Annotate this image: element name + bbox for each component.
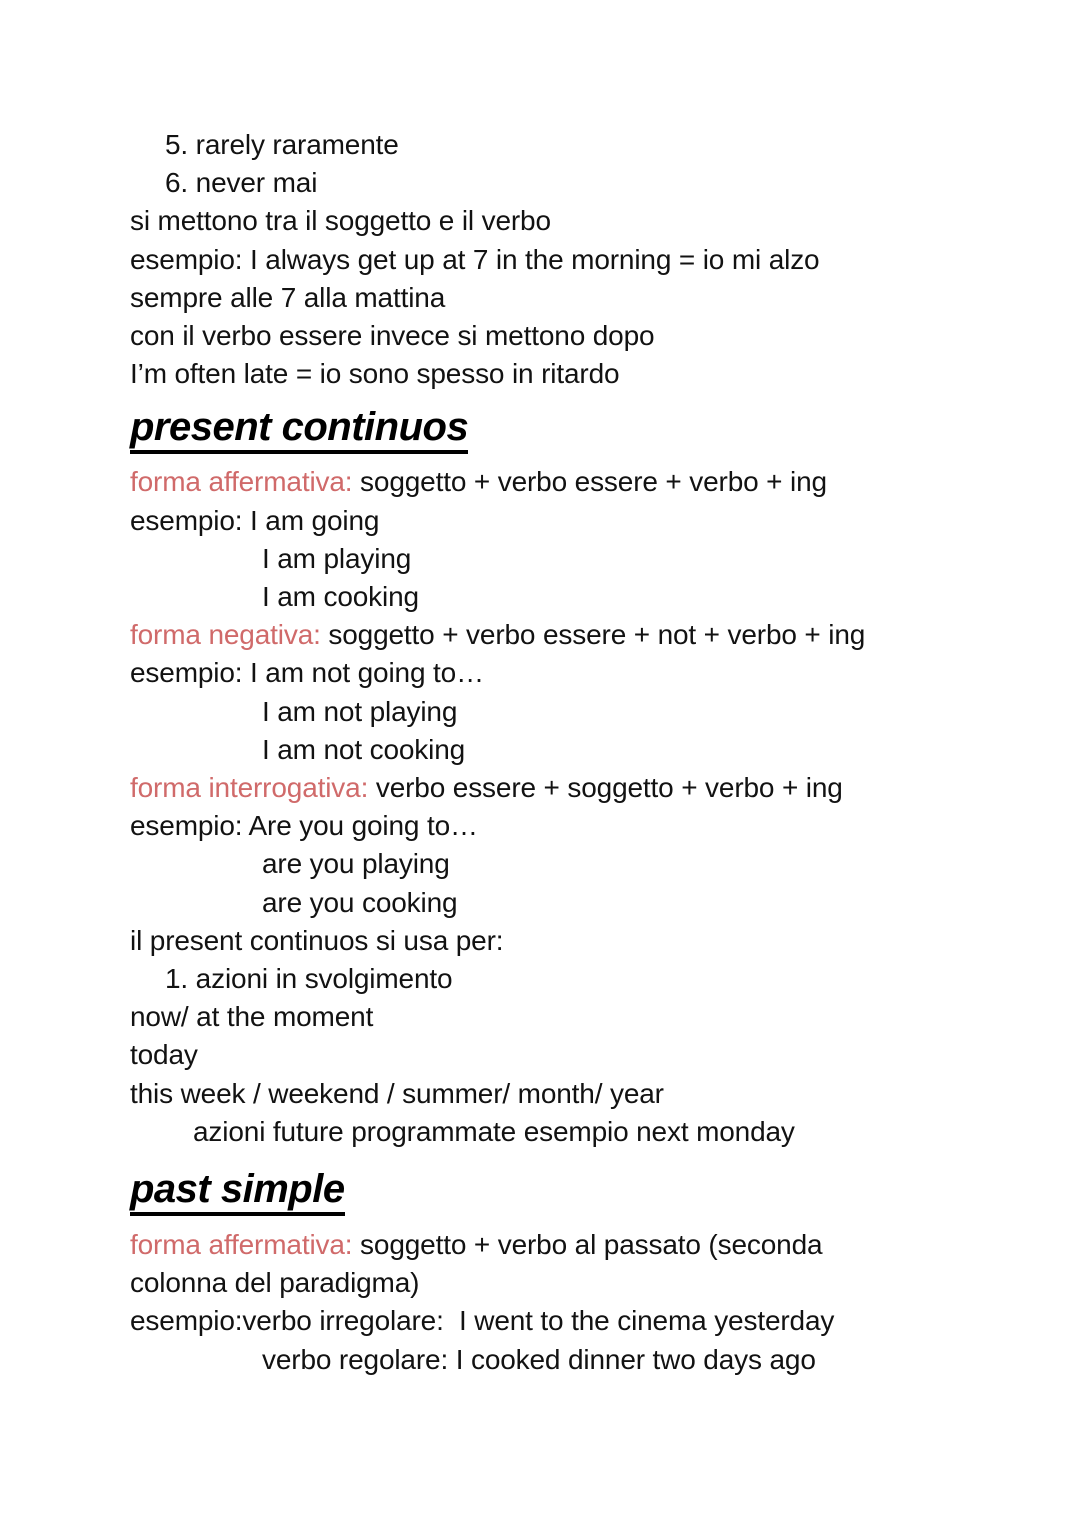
pc-negative-formula: soggetto + verbo essere + not + verbo + ing [320, 619, 866, 651]
ps-example-regular: verbo regolare: I cooked dinner two days ago [262, 1343, 816, 1375]
notes-content [130, 126, 1030, 1379]
pc-affirmative-example-2: I am playing [262, 542, 412, 574]
pc-affirmative-label: forma affermativa: [130, 466, 353, 498]
present-continuous-heading: present continuos [130, 405, 468, 454]
adverb-example-line-1: esempio: I always get up at 7 in the morning = io mi alzo [130, 243, 820, 275]
pc-usage-time-this-week: this week / weekend / summer/ month/ year [130, 1077, 664, 1109]
pc-negative-example-3: I am not cooking [262, 733, 466, 765]
adverb-rule-position: si mettono tra il soggetto e il verbo [130, 205, 551, 237]
pc-negative-label: forma negativa: [130, 619, 321, 651]
pc-interrogative-formula: verbo essere + soggetto + verbo + ing [368, 772, 843, 804]
ps-example-irregular: esempio:verbo irregolare: I went to the cinema yesterday [130, 1305, 835, 1337]
pc-negative-rule [130, 616, 1030, 654]
pc-interrogative-rule [130, 769, 1030, 807]
pc-interrogative-example-1: esempio: Are you going to… [130, 810, 478, 842]
pc-interrogative-label: forma interrogativa: [130, 772, 369, 804]
adverb-list-item-5: 5. rarely raramente [165, 129, 399, 160]
pc-usage-time-now: now/ at the moment [130, 1001, 374, 1033]
past-simple-heading-wrap [130, 1151, 1030, 1226]
pc-usage-point-2: azioni future programmate esempio next monday [193, 1115, 795, 1147]
pc-negative-example-2: I am not playing [262, 695, 458, 727]
pc-interrogative-example-3: are you cooking [262, 886, 458, 918]
pc-affirmative-example-3: I am cooking [262, 581, 419, 613]
ps-affirmative-formula: soggetto + verbo al passato (seconda [352, 1229, 823, 1261]
pc-interrogative-example-2: are you playing [262, 848, 450, 880]
adverb-example-line-2: sempre alle 7 alla mattina [130, 281, 446, 313]
pc-affirmative-formula: soggetto + verbo essere + verbo + ing [352, 466, 827, 498]
ps-affirmative-rule [130, 1226, 1030, 1264]
ps-affirmative-label: forma affermativa: [130, 1229, 353, 1261]
adverb-list-item-6: 6. never mai [165, 167, 318, 199]
adverb-example-with-be: I’m often late = io sono spesso in ritardo [130, 358, 620, 390]
pc-usage-time-today: today [130, 1039, 198, 1071]
pc-usage-point-1: 1. azioni in svolgimento [165, 963, 453, 995]
pc-affirmative-example-1: esempio: I am going [130, 504, 380, 536]
pc-usage-intro: il present continuos si usa per: [130, 924, 504, 956]
adverb-rule-with-be: con il verbo essere invece si mettono dopo [130, 320, 655, 352]
pc-negative-example-1: esempio: I am not going to… [130, 657, 484, 689]
present-continuous-heading-wrap [130, 393, 1030, 463]
past-simple-heading: past simple [130, 1167, 345, 1216]
ps-affirmative-formula-cont: colonna del paradigma) [130, 1267, 420, 1299]
pc-affirmative-rule [130, 463, 1030, 501]
